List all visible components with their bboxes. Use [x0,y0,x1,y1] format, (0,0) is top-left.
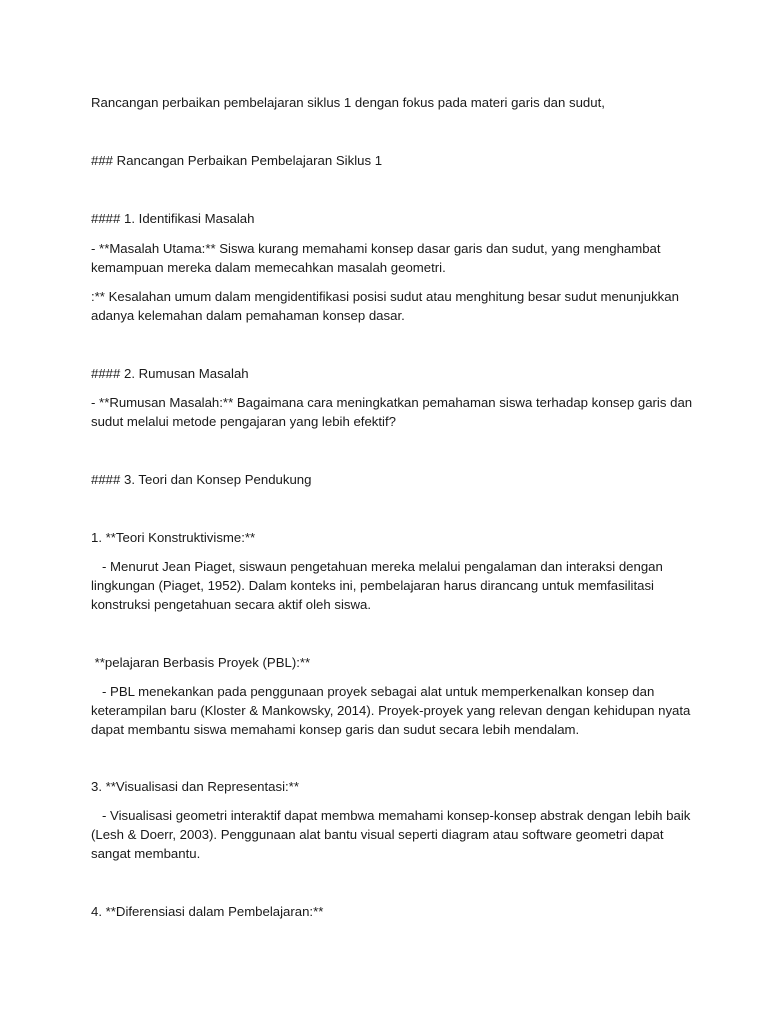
masalah-utama-line-2: kemampuan mereka dalam memecahkan masalah geometri. [91,260,446,275]
teori-2-title: **pelajaran Berbasis Proyek (PBL):** [91,655,311,670]
rumusan-line-1: - **Rumusan Masalah:** Bagaimana cara meningkatkan pemahaman siswa terhadap konsep garis dan [91,395,693,410]
section-heading-1: #### 1. Identifikasi Masalah [91,211,255,226]
rumusan-line-2: sudut melalui metode pengajaran yang lebih efektif? [91,414,396,429]
teori-1-title: 1. **Teori Konstruktivisme:** [91,530,256,545]
main-heading: ### Rancangan Perbaikan Pembelajaran Siklus 1 [91,153,383,168]
intro-text: Rancangan perbaikan pembelajaran siklus 1 dengan fokus pada materi garis dan sudut, [91,95,605,110]
teori-1-line-3: konstruksi pengetahuan secara aktif oleh siswa. [91,597,372,612]
teori-3-line-2: (Lesh & Doerr, 2003). Penggunaan alat bantu visual seperti diagram atau software geometri dapat [91,827,664,842]
teori-4-title: 4. **Diferensiasi dalam Pembelajaran:** [91,904,324,919]
teori-2-line-3: dapat membantu siswa memahami konsep garis dan sudut secara lebih mendalam. [91,722,580,737]
teori-3-line-1: - Visualisasi geometri interaktif dapat membwa memahami konsep-konsep abstrak dengan lebih baik [91,808,691,823]
teori-2-line-1: - PBL menekankan pada penggunaan proyek sebagai alat untuk memperkenalkan konsep dan [91,684,655,699]
teori-3-title: 3. **Visualisasi dan Representasi:** [91,779,299,794]
teori-1-line-2: lingkungan (Piaget, 1952). Dalam konteks ini, pembelajaran harus dirancang untuk memfasilitasi [91,578,654,593]
kesalahan-line-2: adanya kelemahan dalam pemahaman konsep dasar. [91,308,405,323]
teori-1-line-1: - Menurut Jean Piaget, siswaun pengetahuan mereka melalui pengalaman dan interaksi dengan [91,559,663,574]
masalah-utama-line-1: - **Masalah Utama:** Siswa kurang memahami konsep dasar garis dan sudut, yang menghambat [91,241,661,256]
section-heading-2: #### 2. Rumusan Masalah [91,366,249,381]
teori-2-line-2: keterampilan baru (Kloster & Mankowsky, 2014). Proyek-proyek yang relevan dengan kehidupan nyata [91,703,691,718]
kesalahan-line-1: :** Kesalahan umum dalam mengidentifikasi posisi sudut atau menghitung besar sudut menunjukkan [91,289,679,304]
section-heading-3: #### 3. Teori dan Konsep Pendukung [91,472,312,487]
teori-3-line-3: sangat membantu. [91,846,201,861]
